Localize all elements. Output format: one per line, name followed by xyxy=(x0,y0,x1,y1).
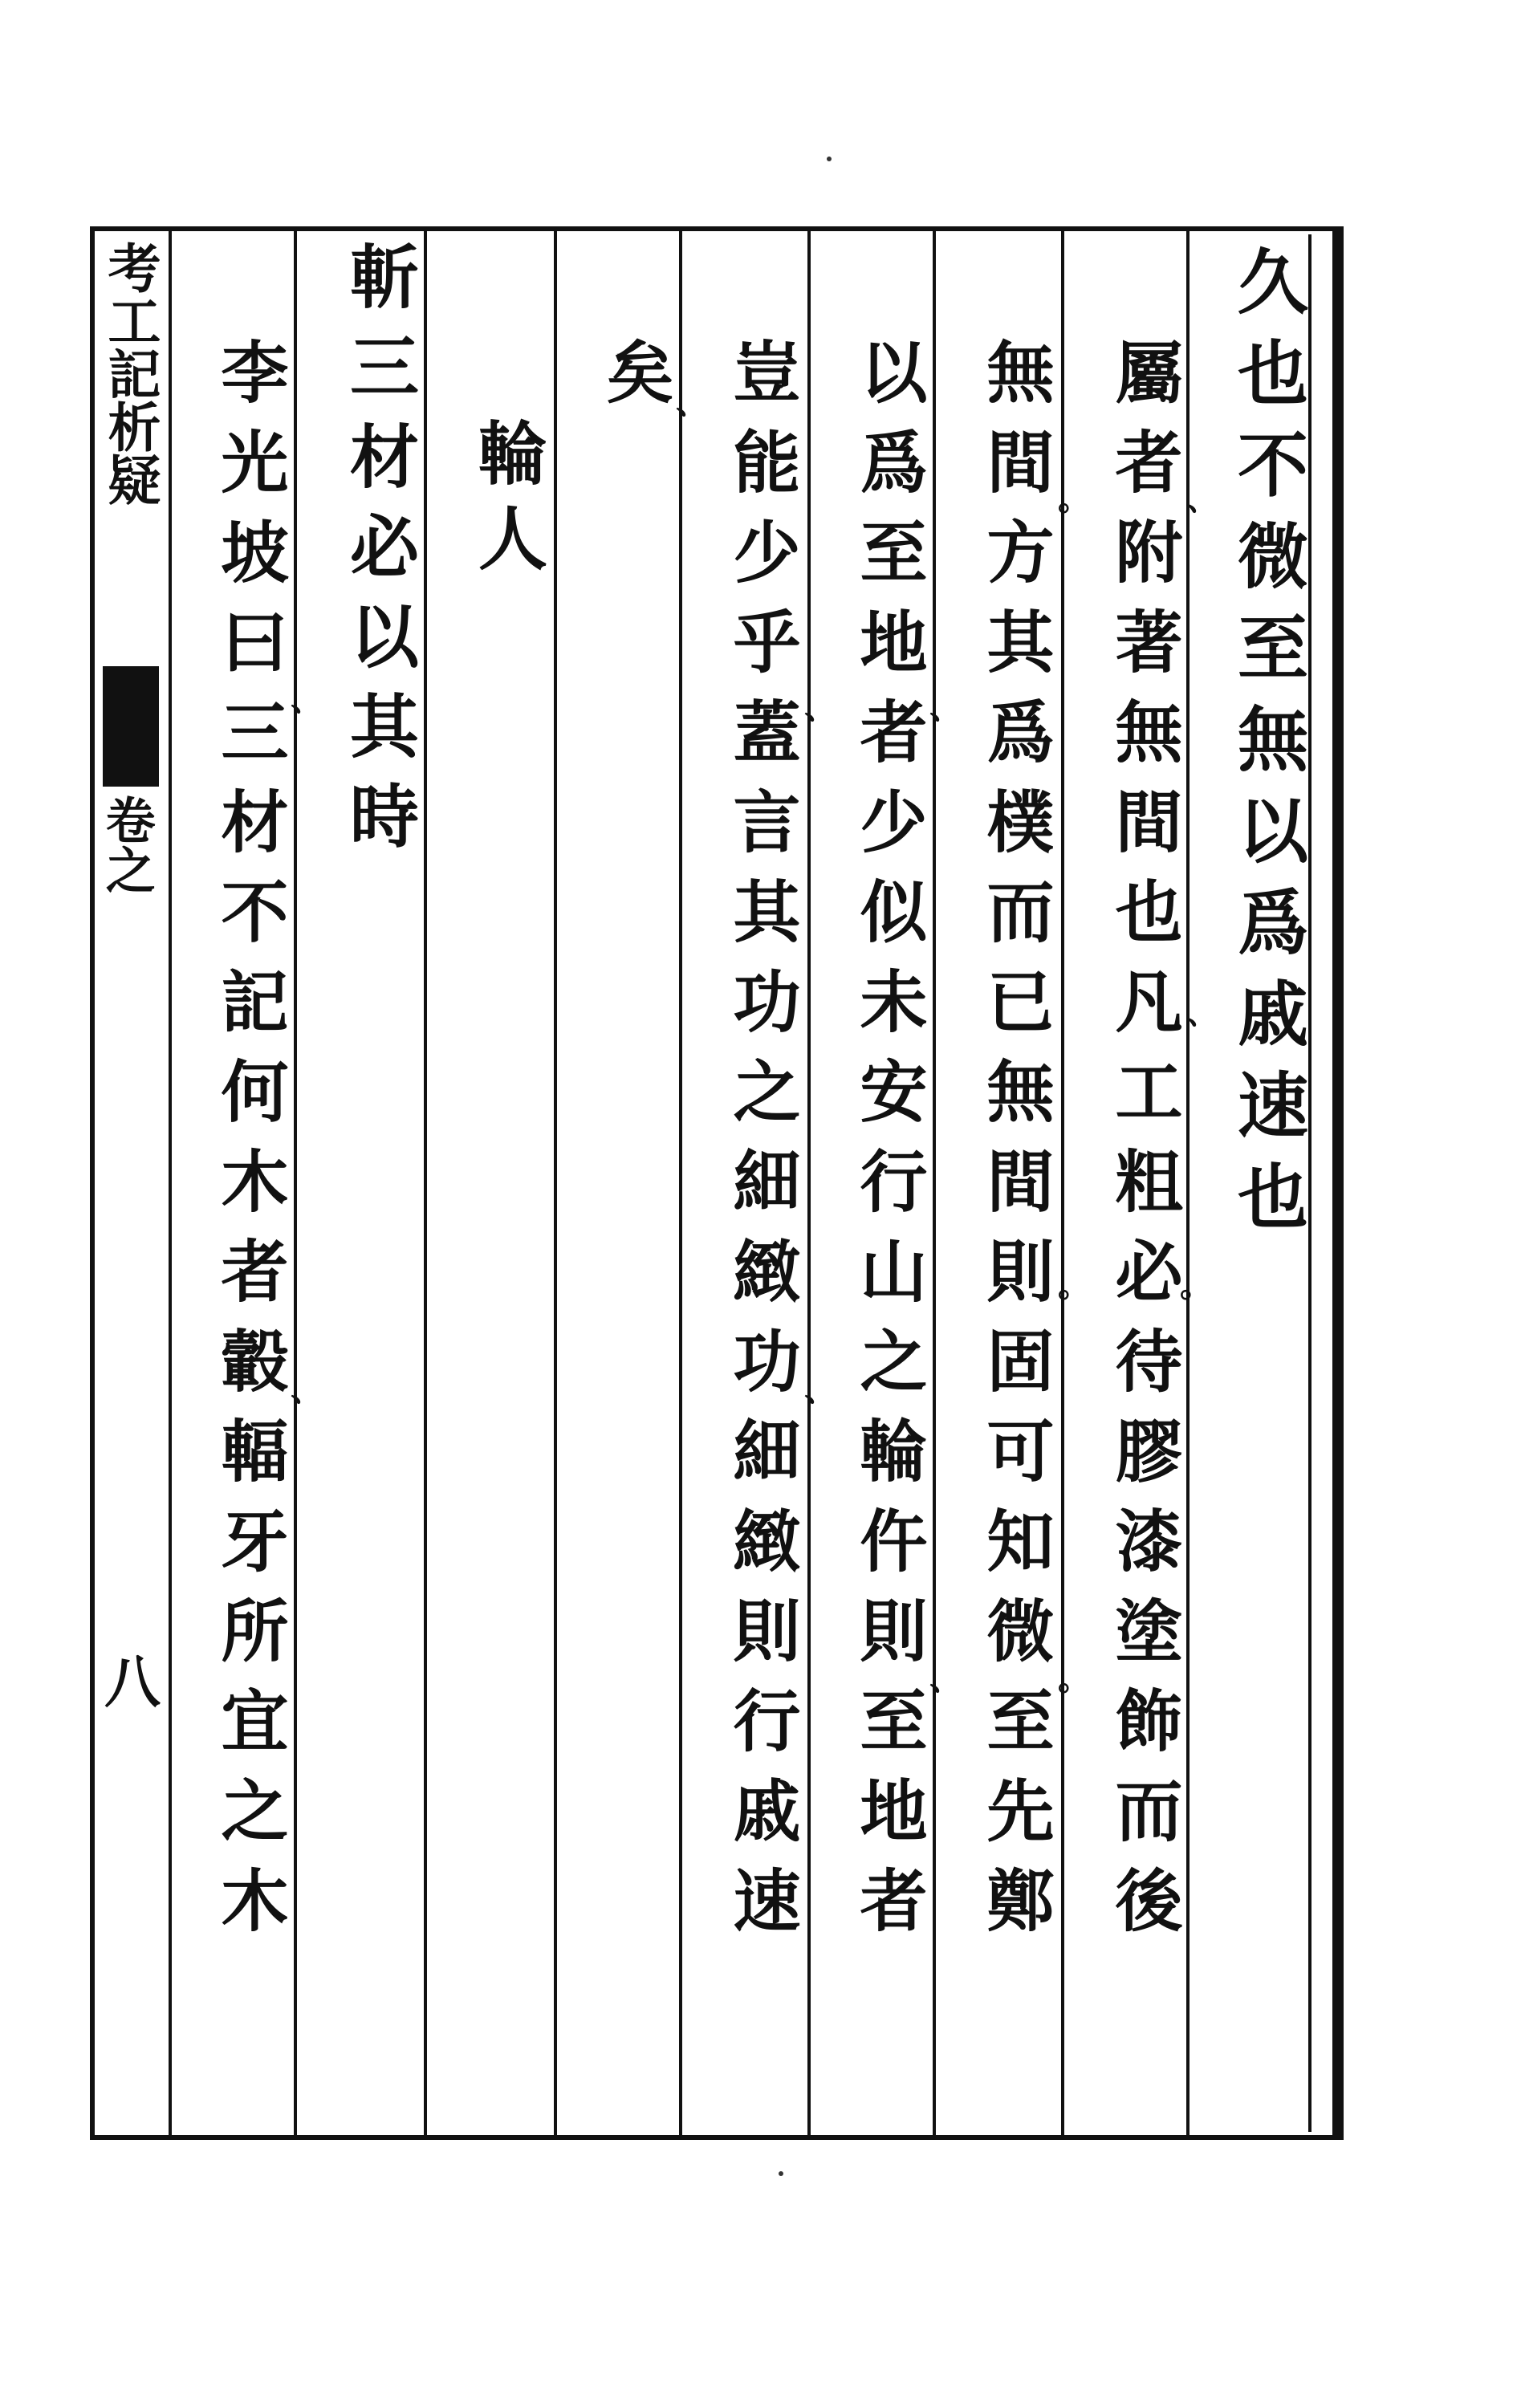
punctuation-mark: 、 xyxy=(804,1371,836,1409)
column-text: 李光坡曰三材不記何木者轂輻牙所宜之木 xyxy=(210,337,290,1955)
punctuation-mark: 、 xyxy=(291,681,323,718)
punctuation-mark: 。 xyxy=(1058,480,1090,518)
punctuation-mark: 、 xyxy=(929,1660,962,1698)
text-column-1 xyxy=(1208,245,1328,1251)
text-column-2 xyxy=(1084,337,1204,1955)
banxin-black-mark xyxy=(103,666,159,787)
column-text: 以爲至地者少似未安行山之輪仵則至地者 xyxy=(849,337,929,1955)
punctuation-mark: 、 xyxy=(1186,994,1218,1031)
column-text: 久也不微至無以爲戚速也 xyxy=(1226,245,1310,1251)
text-column-3 xyxy=(955,337,1076,1955)
page-number: 八 xyxy=(104,1649,161,1715)
column-text: 矣 xyxy=(596,337,675,427)
banxin-volume: 卷之 xyxy=(97,795,157,894)
ink-speck xyxy=(827,157,832,161)
banxin-title-text: 考工記析疑 xyxy=(98,241,161,506)
text-column-9 xyxy=(318,241,438,870)
banxin-spine xyxy=(90,231,170,2135)
text-column-5 xyxy=(702,337,822,1955)
punctuation-mark: 。 xyxy=(1058,1267,1090,1304)
column-text: 無間方其爲樸而已無間則固可知微至先鄭 xyxy=(976,337,1055,1955)
punctuation-mark: 。 xyxy=(1058,1660,1090,1698)
ink-speck xyxy=(779,2171,783,2176)
punctuation-mark: 、 xyxy=(291,1371,323,1409)
banxin-title xyxy=(95,241,164,506)
column-text: 屬者附著無間也凡工粗必待膠漆塗飾而後 xyxy=(1104,337,1184,1955)
text-column-4 xyxy=(828,337,949,1955)
column-text: 豈能少乎蓋言其功之細緻功細緻則行戚速 xyxy=(722,337,802,1955)
column-heading: 輪人 xyxy=(466,417,547,588)
punctuation-mark: 、 xyxy=(929,689,962,726)
punctuation-mark: 、 xyxy=(1186,480,1218,518)
column-rule xyxy=(679,231,682,2135)
punctuation-mark: 。 xyxy=(1180,1267,1212,1304)
text-column-8 xyxy=(446,417,567,588)
punctuation-mark: 、 xyxy=(676,384,708,421)
punctuation-mark: 、 xyxy=(804,689,836,726)
text-column-10 xyxy=(189,337,310,1955)
column-text: 斬三材必以其時 xyxy=(338,241,419,870)
